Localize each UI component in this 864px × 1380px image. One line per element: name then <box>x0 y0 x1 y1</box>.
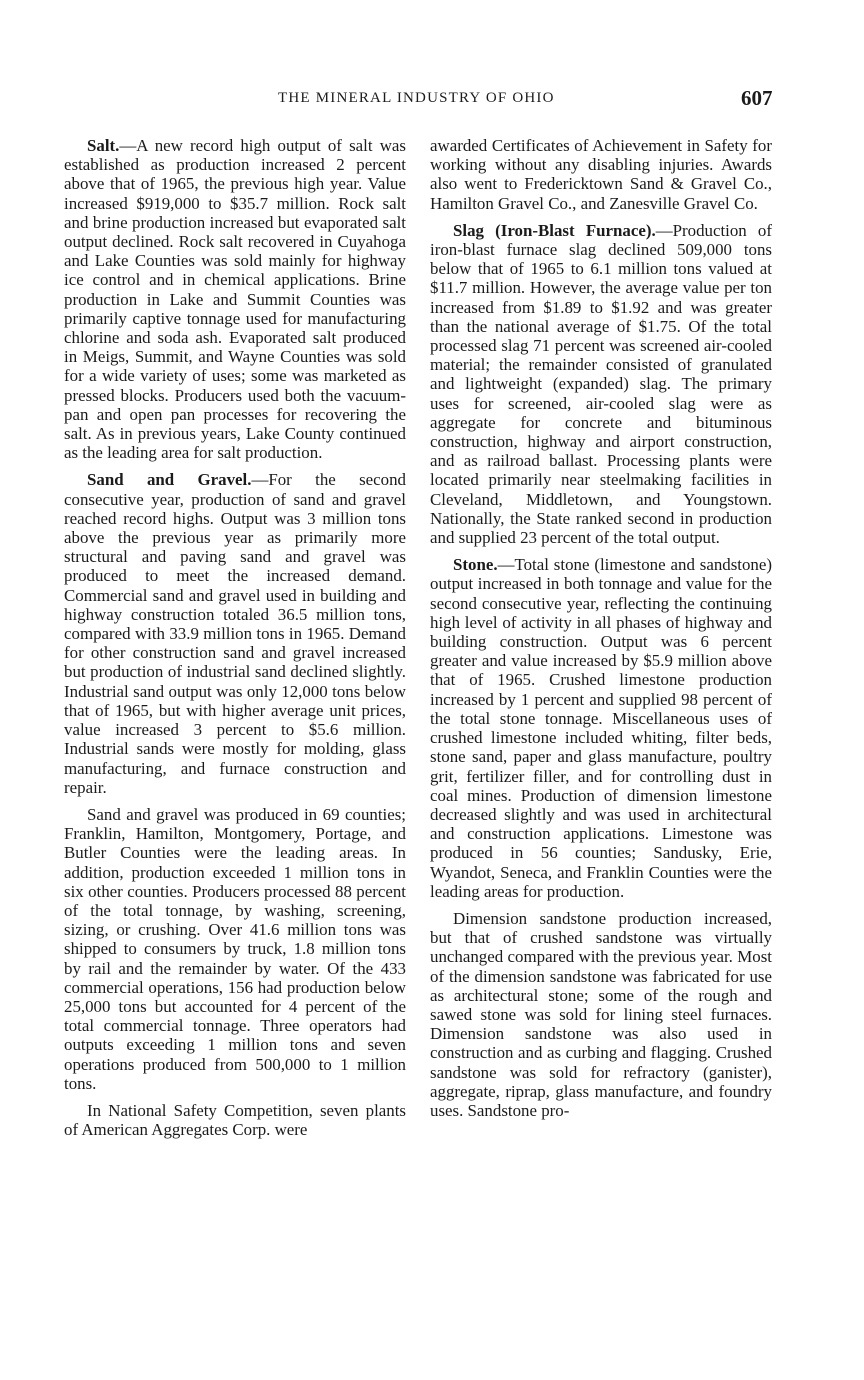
paragraph-text: —A new record high output of salt was established as production increased 2 percent above that of 1965, the previous high year. Value increased $919,000 to $35.7 million. Rock salt and brine production increased but evaporated salt output declined. Rock salt recovered in Cuyahoga and Lake Counties was sold mainly for highway ice control and in chemical applications. Brine production in Lake and Summit Counties was primarily captive tonnage used for manufacturing chlorine and soda ash. Evaporated salt produced in Meigs, Summit, and Wayne Counties was sold for a wide variety of uses; some was marketed as pressed blocks. Producers used both the vacuum-pan and open pan processes for recovering the salt. As in previous years, Lake County continued as the leading area for salt production. <box>64 136 406 463</box>
paragraph-text: Dimension sandstone production increased, but that of crushed sandstone was virtually unchanged compared with the previous year. Most of the dimension sandstone was fabricated for use as architectural stone; some of the rough and sawed stone was sold for lining steel furnaces. Dimension sandstone was also used in construction and as curbing and flagging. Crushed sandstone was sold for refractory (ganister), aggregate, riprap, glass manufacture, and foundry uses. Sandstone pro- <box>430 908 772 1120</box>
section-heading-stone: Stone. <box>453 555 498 575</box>
paragraph-safety-competition <box>64 1101 406 1139</box>
paragraph-slag <box>430 221 772 547</box>
page-header <box>0 86 864 116</box>
paragraph-stone <box>430 555 772 901</box>
paragraph-sand-gravel-counties <box>64 805 406 1093</box>
paragraph-text: Sand and gravel was produced in 69 counties; Franklin, Hamilton, Montgomery, Portage, and Butler Counties were the leading areas. In addition, production exceeded 1 million tons in six other counties. Producers processed 88 percent of the total tonnage, by washing, screening, sizing, or crushing. Over 41.6 million tons was shipped to consumers by truck, 1.8 million tons by rail and the remainder by water. Of the 433 commercial operations, 156 had production below 25,000 tons but accounted for 4 percent of the total commercial tonnage. Three operators had outputs exceeding 1 million tons and seven operations produced from 500,000 to 1 million tons. <box>64 804 406 1093</box>
paragraph-safety-awards <box>430 136 772 213</box>
paragraph-text: In National Safety Competition, seven plants of American Aggregates Corp. were <box>64 1100 406 1140</box>
paragraph-text: —Production of iron-blast furnace slag declined 509,000 tons below that of 1965 to 6.1 million tons valued at $11.7 million. However, the average value per ton increased from $1.89 to $1.92 and was greater than the national average of $1.75. Of the total processed slag 71 percent was screened air-cooled material; the remainder consisted of granulated and lightweight (expanded) slag. The primary uses for screened, air-cooled slag were as aggregate for concrete and bituminous construction, highway and airport construction, and as railroad ballast. Processing plants were located primarily near steelmaking facilities in Cleveland, Middletown, and Youngstown. Nationally, the State ranked second in production and supplied 23 percent of the total output. <box>430 220 772 548</box>
section-heading-slag: Slag (Iron-Blast Furnace). <box>453 220 656 240</box>
paragraph-salt <box>64 136 406 462</box>
paragraph-text: —For the second consecutive year, production of sand and gravel reached record highs. Output was 3 million tons above the previous year as primarily more structural and paving sand and gravel was produced to meet the increased demand. Commercial sand and gravel used in building and highway construction totaled 36.5 million tons, compared with 33.9 million tons in 1965. Demand for other construction sand and gravel increased but production of industrial sand declined slightly. Industrial sand output was only 12,000 tons below that of 1965, but with higher average unit prices, value increased 3 percent to $5.6 million. Industrial sands were mostly for molding, glass manufacturing, and furnace construction and repair. <box>64 470 406 797</box>
right-column <box>430 136 772 1128</box>
paragraph-text: awarded Certificates of Achievement in Safety for working without any disabling injuries. Awards also went to Fredericktown Sand & Gravel Co., Hamilton Gravel Co., and Zanesville Gravel Co. <box>430 136 772 213</box>
paragraph-dimension-sandstone <box>430 909 772 1120</box>
paragraph-sand-and-gravel <box>64 470 406 796</box>
left-column <box>64 136 406 1147</box>
section-heading-salt: Salt. <box>87 136 120 155</box>
paragraph-text: —Total stone (limestone and sandstone) output increased in both tonnage and value for the second consecutive year, reflecting the continuing high level of activity in all phases of highway and building construction. Output was 6 percent greater and value increased by $5.9 million above that of 1965. Crushed limestone production increased by 1 percent and supplied 98 percent of the total stone tonnage. Miscellaneous uses of crushed limestone included whiting, filter beds, stone sand, paper and glass manufacture, poultry grit, fertilizer filler, and for controlling dust in coal mines. Production of dimension limestone decreased slightly and was used in architectural and construction applications. Limestone was produced in 56 counties; Sandusky, Erie, Wyandot, Seneca, and Franklin Counties were the leading areas for production. <box>430 555 772 901</box>
page-number: 607 <box>741 86 773 110</box>
running-title: THE MINERAL INDUSTRY OF OHIO <box>278 90 555 106</box>
section-heading-sand-and-gravel: Sand and Gravel. <box>87 470 252 490</box>
